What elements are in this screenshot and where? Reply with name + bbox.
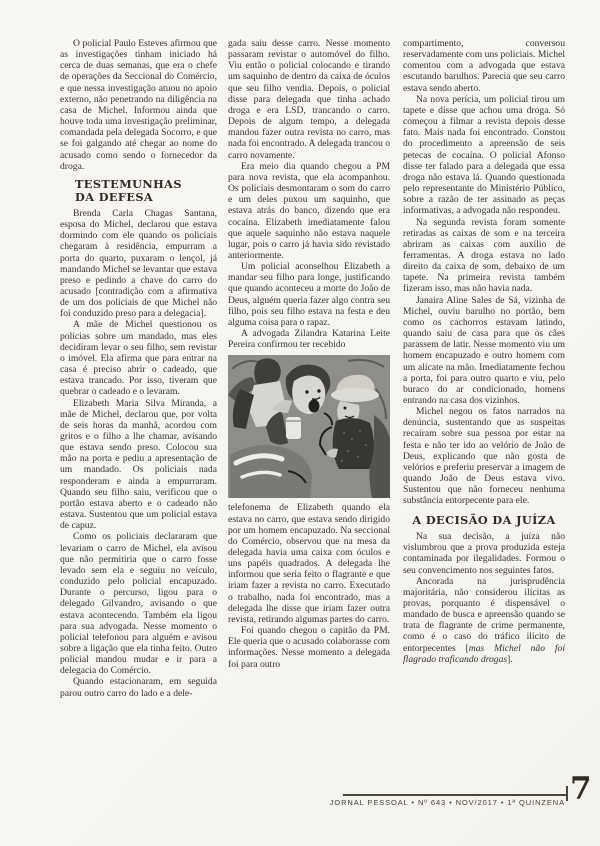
heading-line: TESTEMUNHAS (75, 176, 182, 191)
party-scene-illustration (228, 355, 390, 498)
paragraph: Um policial aconselhou Elizabeth a mandar seu filho para longe, justificando que quando aconteceu a morte do João de Deus, alguém queria fazer algo contra seu filho, pois seu filho estava na festa e deu alguma coisa para o rapaz. (228, 261, 390, 328)
paragraph: Michel negou os fatos narrados na denúncia, sustentando que as suspeitas recaíram sobre sua pessoa por estar na festa e não ter ido ao velório de João de Deus, explicando que não gosta de velórios e preferiu preservar a imagem de quando João de Deus estava vivo. Sustentou que não forneceu nenhuma substância entorpecente para ele. (403, 406, 565, 507)
paragraph: Quando estacionaram, em seguida parou outro carro do lado e a dele- (60, 676, 217, 699)
text-column-2 (228, 38, 390, 670)
paragraph-text: ]. (507, 653, 513, 665)
footer-rule (343, 794, 568, 796)
paragraph: Brenda Carla Chagas Santana, esposa do Michel, declarou que estava dormindo com ele quando os policiais chegaram à residência, empurram a porta do quarto, puxaram o lençol, já mandando Michel se levantar que estava preso e pedindo a chave do carro do acusado [contradição com a afirmativa de um dos policiais de que Michel não foi conduzido preso para a delegacia]. (60, 207, 217, 320)
page-number: 7 (570, 771, 592, 807)
paragraph: Era meio dia quando chegou a PM para nova revista, que ela acompanhou. Os policiais desmontaram o som do carro e um deles puxou um saquinho, que estava atrás do banco, dizendo que era cocaína. Elizabeth imediatamente falou que aquele saquinho não estava naquele lugar, pois o carro já havia sido revistado anteriormente. (228, 160, 390, 261)
paragraph-italic-note: mas Michel não foi flagrado traficando drogas (403, 642, 565, 665)
text-column-3 (403, 38, 565, 665)
party-scene-drawing (228, 355, 390, 498)
paragraph: gada saiu desse carro. Nesse momento passaram revistar o automóvel do filho. Viu então o policial colocando e tirando um saquinho de dentro da caixa de óculos que seu filho vendia. Depois, o policial disse para delegada que tinha achado droga e era LSD, trancando o carro. Depois de algum tempo, a delegada mandou fazer outra revista no carro, mas nada foi encontrado. A delegada trancou o carro novamente. (228, 38, 390, 161)
paragraph: O policial Paulo Esteves afirmou que as investigações tinham iniciado há cerca de duas semanas, que era o chefe de operações da Seccional do Comércio, e que nessa investigação atuou no apoio externo, não penetrando na diligência na casa de Michel. Informou ainda que houve toda uma investigação preliminar, comandada pela delegada Socorro, e que se foi galgando até chegar ao nome do acusado como sendo o fornecedor da droga. (60, 38, 217, 172)
paragraph: Como os policiais declararam que levariam o carro de Michel, ela avisou que não permitiria que o carro fosse levado sem ela e seguiu no veículo, conduzido pelo policial encapuzado. Durante o percurso, ligou para o delegado Gilvandro, avisando o que estava acontecendo. Também ela ligou para sua advogada. Nesse momento o policial telefonou para alguém e avisou sobre a ligação que ela tinha feito. Outro policial mandou mudar e ir para a delegacia do Comércio. (60, 531, 217, 677)
paragraph (403, 576, 565, 665)
paragraph-text: Ancorada na jurisprudência majoritária, não considerou ilícitas as provas, porquanto é dispensável o mandado de busca e apreensão quando se trata de flagrante de crime permanente, como é o caso do tráfico ilícito de entorpecentes [ (403, 575, 565, 654)
paragraph: telefonema de Elizabeth quando ela estava no carro, que estava sendo dirigido por um homem encapuzado. Na seccional do Comércio, observou que na mesa da delegada havia uma caixa com óculos e uns papéis quadrados. A delegada lhe informou que seria feito o flagrante e que iriam fazer a revista no carro. Executado o trabalho, nada foi encontrado, mas a delegada lhe disse que iriam fazer outra revista, retirando algumas partes do carro. (228, 502, 390, 625)
paragraph: compartimento, conversou reservadamente com uns policiais. Michel comentou com a advogada que estava escutando barulhos. Parecia que seu carro estava sendo aberto. (403, 38, 565, 94)
paragraph: Na sua decisão, a juíza não vislumbrou que a prova produzida esteja contaminada por ilegalidades. Formou o seu convencimento nos seguintes fatos. (403, 531, 565, 576)
paragraph: Na segunda revista foram somente retiradas as caixas de som e na terceira abriram as caixas com auxílio de ferramentas. A droga estava no lado direito da caixa de som, debaixo de um tapete. Na primeira revista também fizeram isso, mas não havia nada. (403, 216, 565, 295)
paragraph: Na nova perícia, um policial tirou um tapete e disse que achou uma droga. Só começou a filmar a revista depois desse fato. Mais nada foi encontrado. Constou do procedimento a apreensão de seis petecas de cocaína. O policial Afonso disse ter falado para a delegada que essa droga não estava lá. Quando questionada pelo representante do Ministério Público, sobre a razão de ter assinado as peças informativas, a advogada não respondeu. (403, 93, 565, 217)
section-heading-testemunhas (60, 178, 217, 205)
footer-credit: JORNAL PESSOAL • Nº 643 • NOV/2017 • 1ª QUINZENA (329, 798, 565, 807)
text-column-1 (60, 38, 217, 699)
heading-line: DA DEFESA (75, 190, 154, 205)
paragraph: A advogada Zilandra Katarina Leite Pereira confirmou ter recebido (228, 328, 390, 351)
paragraph: A mãe de Michel questionou os policias sobre um mandado, mas eles decidiram levar o seu filho, sem revistar o imóvel. Ela afirma que para entrar na casa é preciso abrir o cadeado, que estava trancado. Por isso, tiveram que quebrar o cadeado e o levaram. (60, 319, 217, 398)
section-heading-decisao: A DECISÃO DA JUÍZA (412, 512, 556, 527)
paragraph: Foi quando chegou o capitão da PM. Ele queria que o acusado colaborasse com informações. Nesse momento a delegada foi para outro (228, 625, 390, 670)
paragraph: Elizabeth Maria Silva Miranda, a mãe de Michel, declarou que, por volta de seis horas da manhã, acordou com gritos e o filho a lhe chamar, avisando que estava sendo preso. Colocou sua mão na porta e pediu a apresentação de um mandado. Os policiais nada responderam e ainda a empurraram. Quando seu filho saiu, verificou que o portão estava aberto e o cadeado não estava. Sustentou que um policial estava de capuz. (60, 397, 217, 532)
footer-tick-mark (566, 786, 568, 801)
paragraph: Janaira Aline Sales de Sá, vizinha de Michel, ouviu barulho no portão, bem como os cachorros estavam latindo, quando saiu de casa para que os cães parassem de latir. Nesse momento viu um homem encapuzado e outro homem com um alicate na mão. Imediatamente fechou a porta, foi para outro quarto e viu, pelo buraco do ar condicionado, homens entrando na casa dos vizinhos. (403, 294, 565, 406)
